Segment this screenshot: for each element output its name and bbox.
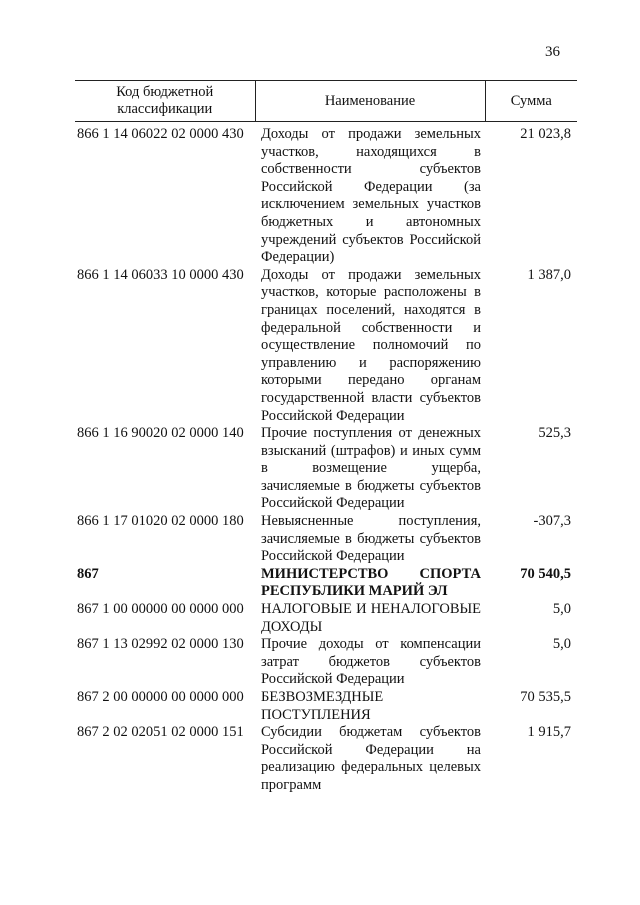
- row-amount: 1 387,0: [527, 266, 571, 283]
- row-amount: 21 023,8: [520, 126, 571, 142]
- table-body: [75, 122, 577, 795]
- row-amount: 70 535,5: [520, 689, 571, 705]
- row-amount: -307,3: [533, 513, 571, 530]
- table-row: [75, 267, 577, 425]
- row-code: 866 1 14 06022 02 0000 430: [77, 126, 244, 142]
- row-name: Прочие доходы от компенсации затрат бюджетов субъектов Российской Федерации: [261, 636, 481, 688]
- row-name: Субсидии бюджетам субъектов Российской Федерации на реализацию федеральных целевых программ: [261, 724, 481, 793]
- page-number: 36: [545, 44, 560, 60]
- row-amount: 5,0: [552, 636, 571, 653]
- table-row: [75, 513, 577, 566]
- row-amount: 70 540,5: [520, 565, 571, 582]
- table-header: [75, 81, 577, 122]
- table-row: [75, 724, 577, 794]
- row-code: 867: [77, 565, 99, 582]
- table-row-ministry: [75, 566, 577, 601]
- header-amount: Сумма: [485, 81, 577, 122]
- row-code: 867 1 13 02992 02 0000 130: [77, 636, 244, 653]
- row-name: Невыясненные поступления, зачисляемые в бюджеты субъектов Российской Федерации: [261, 513, 481, 565]
- row-code: 867 2 02 02051 02 0000 151: [77, 724, 244, 741]
- row-name: МИНИСТЕРСТВО СПОРТА РЕСПУБЛИКИ МАРИЙ ЭЛ: [261, 565, 481, 600]
- row-code: 867 1 00 00000 00 0000 000: [77, 601, 244, 618]
- table-row: [75, 122, 577, 267]
- row-name: Прочие поступления от денежных взысканий (штрафов) и иных сумм в возмещение ущерба, зачисляемые в бюджеты субъектов Российской Федерации: [261, 425, 481, 512]
- row-code: 866 1 14 06033 10 0000 430: [77, 266, 244, 283]
- row-name: БЕЗВОЗМЕЗДНЫЕ ПОСТУПЛЕНИЯ: [261, 689, 384, 723]
- header-row: [75, 81, 577, 122]
- row-amount: 5,0: [552, 601, 571, 618]
- row-code: 866 1 17 01020 02 0000 180: [77, 513, 244, 530]
- table-row: [75, 601, 577, 636]
- row-amount: 525,3: [538, 425, 571, 442]
- row-name: НАЛОГОВЫЕ И НЕНАЛОГОВЫЕ ДОХОДЫ: [261, 601, 481, 635]
- row-amount: 1 915,7: [527, 724, 571, 741]
- row-name: Доходы от продажи земельных участков, которые расположены в границах поселений, находятся в федеральной собственности и осуществление полномочий по управлению и распоряжению которыми передано органам государственной власти субъектов Российской Федерации: [261, 266, 481, 424]
- table-row: [75, 425, 577, 513]
- header-code: Код бюджетной классификации: [75, 81, 255, 122]
- budget-table: [75, 80, 577, 795]
- header-name: Наименование: [255, 81, 485, 122]
- row-code: 866 1 16 90020 02 0000 140: [77, 425, 244, 442]
- row-code: 867 2 00 00000 00 0000 000: [77, 689, 244, 705]
- table-row: [75, 689, 577, 724]
- row-name: Доходы от продажи земельных участков, находящихся в собственности субъектов Российской Федерации (за исключением земельных участков бюджетных и автономных учреждений субъектов Российской Федерации): [261, 126, 481, 266]
- table-row: [75, 636, 577, 689]
